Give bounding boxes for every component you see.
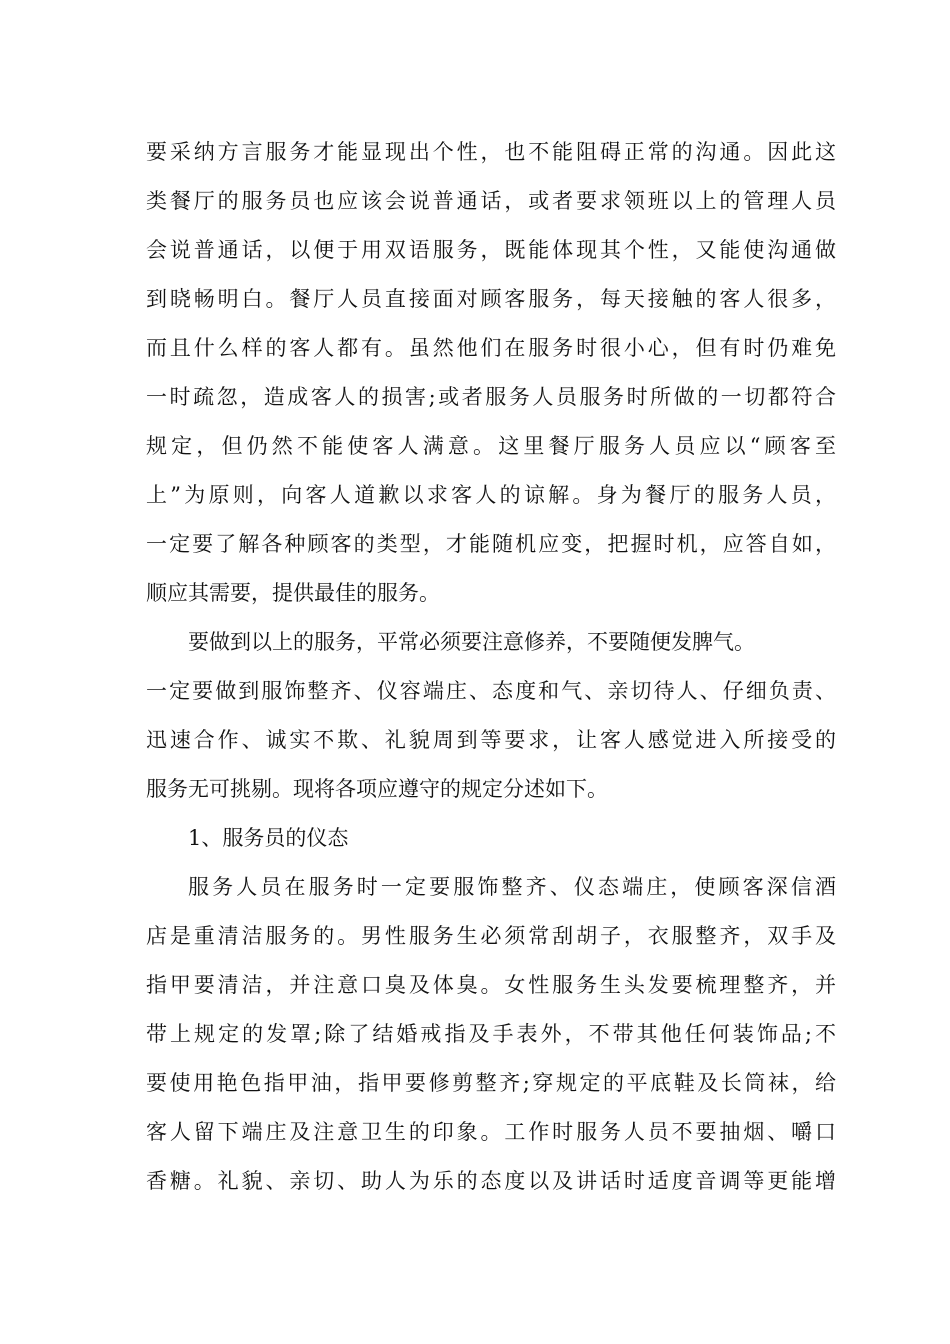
text-line: 要采纳方言服务才能显现出个性，也不能阻碍正常的沟通。因此这 <box>146 140 836 164</box>
text-line: 到晓畅明白。餐厅人员直接面对顾客服务，每天接触的客人很多， <box>146 287 836 311</box>
text-line: 服务人员在服务时一定要服饰整齐、仪态端庄，使顾客深信酒 <box>188 875 836 899</box>
section-heading <box>146 814 836 863</box>
text-line: 要做到以上的服务，平常必须要注意修养，不要随便发脾气。 <box>188 630 755 654</box>
text-line: 客人留下端庄及注意卫生的印象。工作时服务人员不要抽烟、嚼口 <box>146 1120 836 1144</box>
text-line: 顺应其需要，提供最佳的服务。 <box>146 581 440 605</box>
text-line: 要使用艳色指甲油，指甲要修剪整齐;穿规定的平底鞋及长筒袜，给 <box>146 1071 836 1095</box>
text-line: 店是重清洁服务的。男性服务生必须常刮胡子，衣服整齐，双手及 <box>146 924 836 948</box>
text-line: 一定要了解各种顾客的类型，才能随机应变，把握时机，应答自如， <box>146 532 836 556</box>
text-line: 会说普通话，以便于用双语服务，既能体现其个性，又能使沟通做 <box>146 238 836 262</box>
text-line: 香糖。礼貌、亲切、助人为乐的态度以及讲话时适度音调等更能增 <box>146 1169 836 1193</box>
text-line: 类餐厅的服务员也应该会说普通话，或者要求领班以上的管理人员 <box>146 189 836 213</box>
paragraph-2 <box>146 618 836 814</box>
paragraph-1 <box>146 128 836 618</box>
text-line: 一定要做到服饰整齐、仪容端庄、态度和气、亲切待人、仔细负责、 <box>146 679 836 703</box>
text-line: 上”为原则，向客人道歉以求客人的谅解。身为餐厅的服务人员， <box>146 483 836 507</box>
text-line: 一时疏忽，造成客人的损害;或者服务人员服务时所做的一切都符合 <box>146 385 836 409</box>
text-line: 服务无可挑剔。现将各项应遵守的规定分述如下。 <box>146 777 608 801</box>
paragraph-3 <box>146 863 836 1206</box>
text-line: 带上规定的发罩;除了结婚戒指及手表外，不带其他任何装饰品;不 <box>146 1022 836 1046</box>
section-heading-text: 1、服务员的仪态 <box>188 826 349 850</box>
text-line: 迅速合作、诚实不欺、礼貌周到等要求，让客人感觉进入所接受的 <box>146 728 836 752</box>
text-line: 规定，但仍然不能使客人满意。这里餐厅服务人员应以“顾客至 <box>146 434 836 458</box>
text-line: 而且什么样的客人都有。虽然他们在服务时很小心，但有时仍难免 <box>146 336 836 360</box>
document-body <box>146 128 836 1206</box>
text-line: 指甲要清洁，并注意口臭及体臭。女性服务生头发要梳理整齐，并 <box>146 973 836 997</box>
